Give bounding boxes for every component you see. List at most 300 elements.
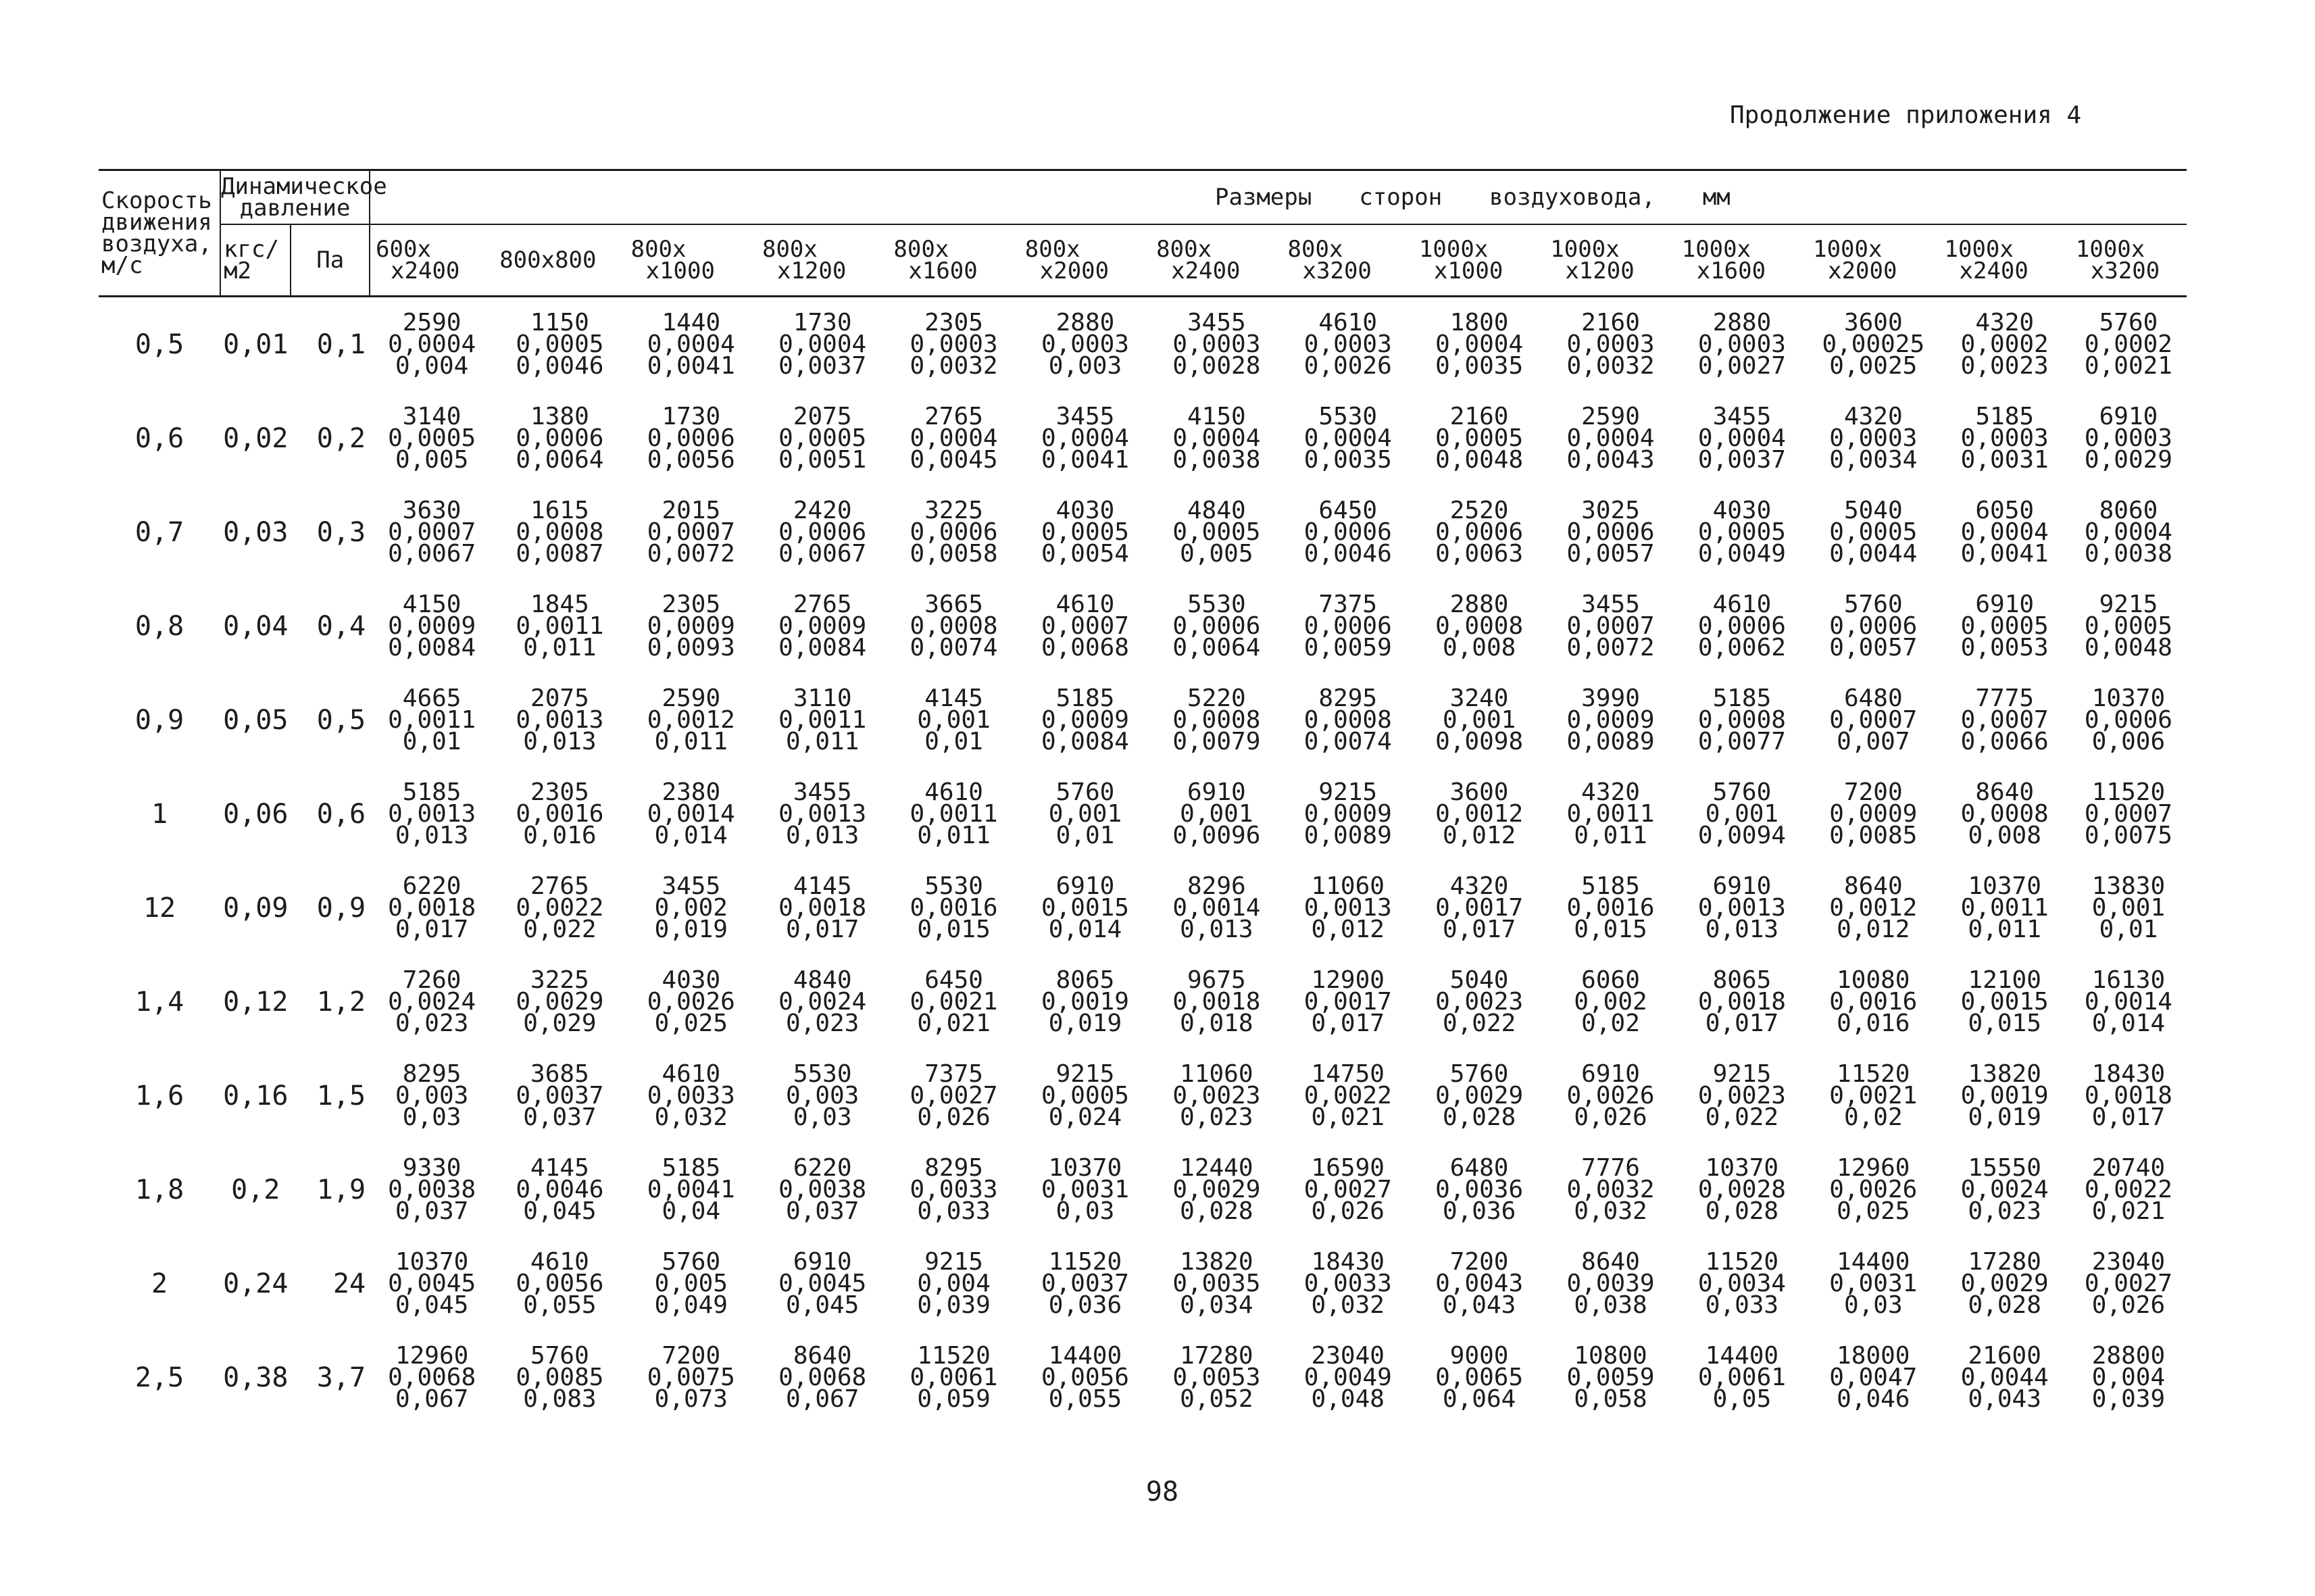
- cell-value: 0,033: [917, 1197, 991, 1225]
- header-title-word: сторон: [1359, 184, 1443, 211]
- table-cell: [1808, 955, 1939, 1049]
- cell-value: 0,034: [1180, 1291, 1253, 1319]
- cell-value: 9215: [1712, 1059, 1772, 1088]
- cell-value: 0,007: [1837, 727, 1910, 755]
- row-kgf: 0,01: [223, 328, 289, 360]
- page-number: 98: [1145, 1476, 1179, 1507]
- cell-value: 2015: [662, 496, 721, 524]
- header-size-10: [1676, 224, 1808, 297]
- cell-value: 0,012: [1311, 915, 1385, 943]
- header-size-7: [1283, 224, 1414, 297]
- header-speed-line: м/с: [101, 252, 143, 279]
- header-size-2: [626, 224, 757, 297]
- cell-value: 0,0028: [1697, 1175, 1786, 1203]
- cell-value: 0,0028: [1172, 351, 1261, 380]
- cell-value: 5760: [1712, 778, 1772, 806]
- row-kgf: 0,16: [223, 1080, 289, 1112]
- table-cell: [1283, 673, 1414, 767]
- cell-value: 0,0045: [910, 445, 998, 474]
- cell-value: 0,0021: [1829, 1081, 1918, 1109]
- cell-value: 0,005: [1180, 539, 1253, 568]
- cell-value: 0,0004: [910, 424, 998, 452]
- cell-value: 0,083: [523, 1385, 597, 1413]
- cell-value: 0,0051: [778, 445, 867, 474]
- cell-value: 0,0053: [1172, 1363, 1261, 1391]
- cell-value: 8065: [1055, 966, 1115, 994]
- cell-value: 0,0009: [647, 612, 735, 640]
- cell-value: 0,028: [1442, 1103, 1516, 1131]
- cell-value: 0,0029: [1960, 1269, 2049, 1297]
- table-cell: [1414, 297, 1545, 392]
- cell-value: 2305: [924, 308, 983, 336]
- table-cell: [1939, 1143, 2070, 1237]
- row-kgf: 0,2: [231, 1174, 280, 1205]
- cell-value: 0,05: [1712, 1385, 1772, 1413]
- cell-value: 14400: [1705, 1341, 1779, 1370]
- cell-value: 0,0046: [1303, 539, 1392, 568]
- cell-value: 0,0006: [1303, 612, 1392, 640]
- table-cell: [1414, 767, 1545, 861]
- row-kgf: 0,38: [223, 1362, 289, 1393]
- cell-value: 0,01: [2099, 915, 2158, 943]
- cell-value: 0,021: [1311, 1103, 1385, 1131]
- cell-value: 4610: [1055, 590, 1115, 618]
- cell-value: 5530: [1187, 590, 1246, 618]
- cell-value: 9675: [1187, 966, 1246, 994]
- cell-value: 0,0027: [910, 1081, 998, 1109]
- cell-value: 0,0006: [778, 518, 867, 546]
- row-pa: 24: [332, 1268, 366, 1299]
- cell-value: 5185: [662, 1153, 721, 1182]
- cell-value: 0,0008: [910, 612, 998, 640]
- cell-value: 0,073: [654, 1385, 728, 1413]
- cell-value: 0,008: [1442, 633, 1516, 662]
- table-cell: [1545, 955, 1676, 1049]
- table-cell: [888, 1049, 1019, 1143]
- table-cell: [494, 673, 625, 767]
- header-size-5: [1020, 224, 1151, 297]
- cell-value: 0,028: [1968, 1291, 2041, 1319]
- table-cell: [626, 579, 757, 673]
- table-cell: [1939, 1330, 2070, 1424]
- cell-value: 0,0049: [1697, 539, 1786, 568]
- size-line-2: х1600: [908, 257, 978, 284]
- cell-value: 0,039: [2091, 1385, 2166, 1413]
- table-cell: [1939, 861, 2070, 955]
- table-cell: [1151, 1330, 1282, 1424]
- cell-value: 0,043: [1442, 1291, 1516, 1319]
- cell-value: 18000: [1837, 1341, 1910, 1370]
- cell-value: 13820: [1968, 1059, 2041, 1088]
- cell-value: 0,0074: [910, 633, 998, 662]
- cell-value: 0,0005: [778, 424, 867, 452]
- page-caption: Продолжение приложения 4: [1730, 101, 2082, 129]
- cell-value: 0,016: [523, 821, 597, 849]
- size-line-2: х3200: [2090, 257, 2160, 284]
- cell-value: 0,0023: [1435, 987, 1524, 1016]
- cell-value: 11520: [1837, 1059, 1910, 1088]
- row-pa: 0,2: [316, 422, 366, 454]
- table-row: [99, 391, 2187, 485]
- cell-value: 0,013: [1705, 915, 1779, 943]
- cell-value: 0,0038: [1172, 445, 1261, 474]
- table-row: [99, 673, 2187, 767]
- table-cell: [626, 673, 757, 767]
- table-cell: [1545, 579, 1676, 673]
- table-cell: [626, 1049, 757, 1143]
- cell-value: 0,032: [1311, 1291, 1385, 1319]
- cell-value: 0,0024: [778, 987, 867, 1016]
- table-cell: [1676, 579, 1808, 673]
- cell-value: 3225: [530, 966, 589, 994]
- cell-value: 0,004: [395, 351, 469, 380]
- header-unit-kgf: кгс/м2: [220, 224, 291, 297]
- cell-value: 0,039: [917, 1291, 991, 1319]
- cell-value: 0,0026: [647, 987, 735, 1016]
- header-size-8: [1414, 224, 1545, 297]
- cell-value: 7375: [1318, 590, 1378, 618]
- cell-value: 0,025: [654, 1009, 728, 1037]
- size-line-1: 800х: [630, 236, 687, 263]
- cell-value: 0,019: [1968, 1103, 2041, 1131]
- table-cell: [2070, 955, 2187, 1049]
- table-cell: [1545, 861, 1676, 955]
- cell-value: 0,0002: [2084, 330, 2172, 358]
- cell-value: 0,046: [1837, 1385, 1910, 1413]
- cell-value: 0,0067: [778, 539, 867, 568]
- cell-value: 1380: [530, 402, 589, 430]
- size-line-2: х1000: [645, 257, 715, 284]
- table-row: [99, 861, 2187, 955]
- table-cell: [1151, 297, 1282, 392]
- cell-value: 0,0002: [1960, 330, 2049, 358]
- cell-value: 0,013: [395, 821, 469, 849]
- cell-value: 0,0023: [1172, 1081, 1261, 1109]
- cell-value: 0,0007: [2084, 799, 2172, 828]
- size-line-2: х2000: [1828, 257, 1897, 284]
- cell-value: 0,0026: [1566, 1081, 1655, 1109]
- table-cell: [494, 767, 625, 861]
- cell-value: 0,0004: [1172, 424, 1261, 452]
- table-cell: [1020, 297, 1151, 392]
- cell-value: 0,017: [395, 915, 469, 943]
- cell-value: 5220: [1187, 684, 1246, 712]
- cell-value: 0,025: [1837, 1197, 1910, 1225]
- cell-value: 0,0021: [910, 987, 998, 1016]
- row-pa: 1,9: [316, 1174, 366, 1205]
- cell-value: 0,0015: [1960, 987, 2049, 1016]
- cell-value: 0,0005: [388, 424, 476, 452]
- cell-value: 0,0012: [647, 705, 735, 734]
- header-row-units: [99, 224, 2187, 297]
- cell-value: 0,0032: [1566, 351, 1655, 380]
- size-line-1: 1000х: [1418, 236, 1489, 263]
- cell-value: 0,0029: [1172, 1175, 1261, 1203]
- size-line-2: х1600: [1696, 257, 1766, 284]
- cell-value: 12440: [1180, 1153, 1253, 1182]
- cell-value: 0,0096: [1172, 821, 1261, 849]
- cell-value: 3630: [402, 496, 462, 524]
- cell-value: 11520: [917, 1341, 991, 1370]
- cell-value: 0,0009: [1829, 799, 1918, 828]
- table-cell: [1283, 579, 1414, 673]
- row-speed: 1,4: [134, 986, 184, 1018]
- cell-value: 17280: [1180, 1341, 1253, 1370]
- table-cell: [494, 1143, 625, 1237]
- cell-value: 0,0016: [1566, 893, 1655, 922]
- cell-value: 7775: [1975, 684, 2035, 712]
- cell-value: 5760: [1449, 1059, 1509, 1088]
- cell-value: 1440: [662, 308, 721, 336]
- table-cell: [1414, 1049, 1545, 1143]
- cell-value: 2075: [793, 402, 852, 430]
- cell-value: 0,0003: [1041, 330, 1129, 358]
- cell-value: 23040: [2091, 1247, 2166, 1276]
- cell-value: 3600: [1843, 308, 1903, 336]
- cell-value: 0,013: [1180, 915, 1253, 943]
- cell-value: 0,0054: [1041, 539, 1129, 568]
- header-size-0: [370, 224, 494, 297]
- cell-value: 0,014: [2091, 1009, 2166, 1037]
- cell-value: 0,0006: [647, 424, 735, 452]
- cell-value: 0,037: [785, 1197, 860, 1225]
- cell-value: 0,0008: [1435, 612, 1524, 640]
- cell-value: 0,0018: [1697, 987, 1786, 1016]
- cell-value: 8295: [924, 1153, 983, 1182]
- cell-value: 0,029: [523, 1009, 597, 1037]
- table-cell: [1020, 391, 1151, 485]
- cell-value: 2160: [1581, 308, 1640, 336]
- cell-value: 4610: [1712, 590, 1772, 618]
- cell-value: 0,003: [395, 1081, 469, 1109]
- cell-value: 0,0017: [1303, 987, 1392, 1016]
- cell-value: 0,0033: [910, 1175, 998, 1203]
- cell-value: 0,0037: [1041, 1269, 1129, 1297]
- cell-value: 0,067: [395, 1385, 469, 1413]
- cell-value: 17280: [1968, 1247, 2041, 1276]
- cell-value: 0,036: [1442, 1197, 1516, 1225]
- table-cell: [494, 391, 625, 485]
- table-cell: [1808, 579, 1939, 673]
- table-cell: [2070, 1330, 2187, 1424]
- cell-value: 3685: [530, 1059, 589, 1088]
- table-cell: [1283, 297, 1414, 392]
- cell-value: 0,0029: [2084, 445, 2172, 474]
- cell-value: 15550: [1968, 1153, 2041, 1182]
- size-line-2: х1000: [1433, 257, 1503, 284]
- cell-value: 3665: [924, 590, 983, 618]
- cell-value: 0,0004: [388, 330, 476, 358]
- cell-value: 0,0034: [1697, 1269, 1786, 1297]
- row-pa: 0,3: [316, 516, 366, 548]
- cell-value: 0,0079: [1172, 727, 1261, 755]
- cell-value: 0,0038: [388, 1175, 476, 1203]
- table-cell: [1939, 1049, 2070, 1143]
- table-cell: [370, 391, 494, 485]
- cell-value: 0,0004: [1960, 518, 2049, 546]
- cell-value: 0,0094: [1697, 821, 1786, 849]
- cell-value: 0,0006: [1435, 518, 1524, 546]
- cell-value: 0,0004: [1435, 330, 1524, 358]
- cell-value: 5760: [530, 1341, 589, 1370]
- cell-value: 0,026: [1574, 1103, 1647, 1131]
- cell-value: 0,022: [523, 915, 597, 943]
- cell-value: 0,03: [1055, 1197, 1115, 1225]
- cell-value: 8296: [1187, 872, 1246, 900]
- cell-value: 16130: [2091, 966, 2166, 994]
- table-cell: [1151, 579, 1282, 673]
- table-cell: [1808, 1330, 1939, 1424]
- table-cell: [1020, 579, 1151, 673]
- cell-value: 0,0047: [1829, 1363, 1918, 1391]
- cell-value: 9000: [1449, 1341, 1509, 1370]
- cell-value: 6060: [1581, 966, 1640, 994]
- cell-value: 0,045: [395, 1291, 469, 1319]
- cell-value: 0,024: [1048, 1103, 1122, 1131]
- cell-value: 1730: [793, 308, 852, 336]
- table-cell: [626, 485, 757, 579]
- header-title-word: Размеры: [1215, 184, 1312, 211]
- table-cell: [1151, 1237, 1282, 1330]
- cell-value: 4320: [1581, 778, 1640, 806]
- size-line-2: х2400: [391, 257, 460, 284]
- cell-value: 0,026: [917, 1103, 991, 1131]
- cell-value: 3455: [1581, 590, 1640, 618]
- cell-value: 0,04: [662, 1197, 721, 1225]
- cell-value: 6910: [1581, 1059, 1640, 1088]
- cell-value: 0,0074: [1303, 727, 1392, 755]
- table-cell: [2070, 767, 2187, 861]
- header-size-4: [888, 224, 1019, 297]
- row-speed: 12: [143, 892, 176, 924]
- table-cell: [370, 861, 494, 955]
- cell-value: 2305: [530, 778, 589, 806]
- table-cell: [370, 297, 494, 392]
- cell-value: 0,0006: [1697, 612, 1786, 640]
- size-line-1: 800х800: [499, 247, 597, 274]
- size-line-1: 600х: [376, 236, 431, 263]
- cell-value: 0,0003: [1829, 424, 1918, 452]
- table-cell: [626, 955, 757, 1049]
- cell-value: 2380: [662, 778, 721, 806]
- cell-value: 3240: [1449, 684, 1509, 712]
- table-cell: [2070, 485, 2187, 579]
- table-cell: [1020, 861, 1151, 955]
- table-cell: [757, 391, 888, 485]
- cell-value: 0,0041: [647, 1175, 735, 1203]
- cell-value: 0,0011: [1960, 893, 2049, 922]
- header-speed-line: Скорость: [101, 187, 212, 214]
- table-cell: [626, 861, 757, 955]
- cell-value: 0,0004: [1303, 424, 1392, 452]
- cell-value: 0,01: [1055, 821, 1115, 849]
- cell-value: 0,0007: [1566, 612, 1655, 640]
- table-cell: [1020, 1237, 1151, 1330]
- cell-value: 0,0048: [1435, 445, 1524, 474]
- row-pa: 0,4: [316, 610, 366, 642]
- cell-value: 0,0029: [516, 987, 604, 1016]
- cell-value: 0,0037: [516, 1081, 604, 1109]
- size-line-1: 800х: [762, 236, 818, 263]
- header-row-title: [99, 170, 2187, 225]
- cell-value: 9215: [1055, 1059, 1115, 1088]
- cell-value: 6220: [402, 872, 462, 900]
- cell-value: 7375: [924, 1059, 983, 1088]
- cell-value: 28800: [2091, 1341, 2166, 1370]
- cell-value: 1615: [530, 496, 589, 524]
- cell-value: 0,0058: [910, 539, 998, 568]
- cell-value: 8060: [2099, 496, 2158, 524]
- cell-value: 0,0006: [1172, 612, 1261, 640]
- cell-value: 0,0008: [516, 518, 604, 546]
- table-row: [99, 579, 2187, 673]
- cell-value: 0,0041: [647, 351, 735, 380]
- header-size-13: [2070, 224, 2187, 297]
- table-cell: [494, 1237, 625, 1330]
- table-cell: [1414, 1237, 1545, 1330]
- cell-value: 0,03: [793, 1103, 852, 1131]
- table-cell: [370, 579, 494, 673]
- cell-value: 0,0016: [910, 893, 998, 922]
- cell-value: 0,0005: [2084, 612, 2172, 640]
- cell-value: 0,001: [2091, 893, 2166, 922]
- cell-value: 0,0048: [2084, 633, 2172, 662]
- cell-value: 1800: [1449, 308, 1509, 336]
- row-pa: 0,1: [316, 328, 366, 360]
- cell-value: 2765: [530, 872, 589, 900]
- header-speed: [99, 170, 220, 297]
- cell-value: 0,0031: [1960, 445, 2049, 474]
- cell-value: 2880: [1055, 308, 1115, 336]
- cell-value: 14400: [1837, 1247, 1910, 1276]
- cell-value: 0,037: [523, 1103, 597, 1131]
- cell-value: 0,0018: [1172, 987, 1261, 1016]
- cell-value: 0,0011: [516, 612, 604, 640]
- cell-value: 0,018: [1180, 1009, 1253, 1037]
- cell-value: 0,045: [523, 1197, 597, 1225]
- cell-value: 12960: [395, 1341, 469, 1370]
- size-line-2: х3200: [1302, 257, 1372, 284]
- table-cell: [1283, 861, 1414, 955]
- cell-value: 0,023: [395, 1009, 469, 1037]
- cell-value: 0,002: [654, 893, 728, 922]
- cell-value: 0,017: [785, 915, 860, 943]
- cell-value: 0,02: [1843, 1103, 1903, 1131]
- row-kgf: 0,05: [223, 704, 289, 736]
- cell-value: 0,0031: [1829, 1269, 1918, 1297]
- cell-value: 0,0056: [647, 445, 735, 474]
- cell-value: 8640: [1975, 778, 2035, 806]
- cell-value: 0,001: [1705, 799, 1779, 828]
- cell-value: 0,011: [917, 821, 991, 849]
- cell-value: 0,0041: [1041, 445, 1129, 474]
- cell-value: 0,017: [2091, 1103, 2166, 1131]
- cell-value: 7260: [402, 966, 462, 994]
- cell-value: 0,0009: [1566, 705, 1655, 734]
- table-cell: [1545, 767, 1676, 861]
- cell-value: 0,0014: [1172, 893, 1261, 922]
- cell-value: 0,0013: [1697, 893, 1786, 922]
- cell-value: 0,0024: [1960, 1175, 2049, 1203]
- header-size-9: [1545, 224, 1676, 297]
- cell-value: 0,0003: [1303, 330, 1392, 358]
- cell-value: 6910: [1187, 778, 1246, 806]
- cell-value: 0,0059: [1303, 633, 1392, 662]
- cell-value: 4145: [530, 1153, 589, 1182]
- table-cell: [1414, 485, 1545, 579]
- table-cell: [1414, 861, 1545, 955]
- header-size-1: [494, 224, 625, 297]
